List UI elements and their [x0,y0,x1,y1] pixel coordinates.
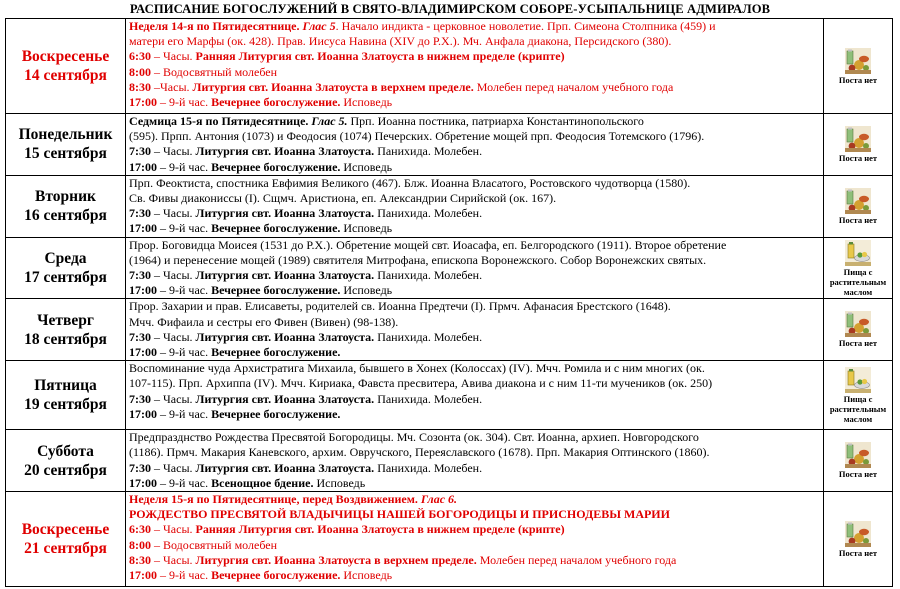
feast-line: Предпразднство Рождества Пресвятой Богородицы. Мч. Созонта (ок. 304). Свт. Иоанна, архиеп. Новгородского [129,430,699,445]
food-icon [845,188,871,214]
feast-line: 107-115). Прп. Архиппа (IV). Мчч. Кириака, Фавста пресвитера, Авива диакона и с ним 11-ти мучеников (ок. 250) [129,376,713,391]
oil-food-icon [845,367,871,393]
day-name: Среда [44,250,87,268]
service-line: 7:30 – Часы. Литургия свт. Иоанна Златоуста. Панихида. Молебен. [129,391,483,406]
fast-cell [824,237,893,299]
day-date: 18 сентября [24,330,107,348]
day-cell [6,299,126,361]
day-date: 20 сентября [24,461,107,479]
service-line: 17:00 – 9-й час. Всенощное бдение. Исповедь [129,475,366,490]
feast-line: Прп. Феоктиста, спостника Евфимия Великого (467). Блж. Иоанна Власатого, Ростовского чудотворца (1580). [129,175,691,190]
fast-cell [824,361,893,430]
food-icon [845,126,871,152]
service-line: 17:00 – 9-й час. Вечернее богослужение. Исповедь [129,221,393,236]
day-name: Суббота [37,442,94,460]
fast-label: Поста нет [838,74,878,85]
day-cell [6,492,126,587]
services-cell [126,19,824,114]
feast-line: Св. Фивы диакониссы (I). Сщмч. Аристиона, еп. Александрии Сирийской (ок. 167). [129,191,557,206]
oil-food-icon [845,240,871,266]
feast-line: Мчч. Фифаила и сестры его Фивен (Вивен) (98-138). [129,314,399,329]
day-date: 19 сентября [24,396,107,414]
services-cell [126,492,824,587]
fast-cell [824,492,893,587]
feast-line: Прор. Боговидца Моисея (1531 до Р.Х.). Обретение мощей свт. Иоасафа, еп. Белгородского (1911). Второе обретение [129,237,727,252]
fast-label: Поста нет [838,469,878,480]
fast-cell [824,430,893,492]
services-cell [126,114,824,176]
service-line: 7:30 – Часы. Литургия свт. Иоанна Златоуста. Панихида. Молебен. [129,268,483,283]
feast-line: (1186). Прмч. Макария Каневского, архим. Овручского, Переяславского (1678). Прп. Макария Оптинского (1860). [129,445,710,460]
day-name: Четверг [37,311,94,329]
day-name: Вторник [35,188,96,206]
day-cell [6,430,126,492]
schedule-row-wednesday [6,237,893,299]
schedule-row-monday [6,114,893,176]
service-line: 7:30 – Часы. Литургия свт. Иоанна Златоуста. Панихида. Молебен. [129,329,483,344]
feast-line: Неделя 14-я по Пятидесятнице. Глас 5. Начало индикта - церковное новолетие. Прп. Симеона Столпника (459) и [129,19,716,33]
page-title: РАСПИСАНИЕ БОГОСЛУЖЕНИЙ В СВЯТО-ВЛАДИМИРСКОМ СОБОРЕ-УСЫПАЛЬНИЦЕ АДМИРАЛОВ [129,2,771,16]
services-cell [126,237,824,299]
services-cell [126,361,824,430]
day-date: 16 сентября [24,207,107,225]
service-line: 8:30 –Часы. Литургия свт. Иоанна Златоуста в верхнем пределе. Молебен перед началом учебного года [129,79,674,94]
schedule-table [5,18,893,587]
service-line: 17:00 – 9-й час. Вечернее богослужение. Исповедь [129,95,393,110]
schedule-row-sunday-21 [6,492,893,587]
feast-line: (1964) и перенесение мощей (1989) святителя Митрофана, епископа Воронежского. Собор Воронежских святых. [129,252,707,267]
day-cell [6,237,126,299]
schedule-row-friday [6,361,893,430]
service-line: 17:00 – 9-й час. Вечернее богослужение. Исповедь [129,568,393,583]
day-date: 21 сентября [24,540,107,558]
service-line: 8:00 – Водосвятный молебен [129,64,278,79]
service-line: 17:00 – 9-й час. Вечернее богослужение. Исповедь [129,159,393,174]
day-date: 14 сентября [24,67,107,84]
day-cell [6,175,126,237]
feast-line: (595). Прпп. Антония (1073) и Феодосия (1074) Печерских. Обретение мощей прп. Феодосия Тотемского (1796). [129,129,705,144]
day-cell [6,114,126,176]
service-line: 8:30 – Часы. Литургия свт. Иоанна Златоуста в верхнем пределе. Молебен перед началом учебного года [129,552,677,567]
service-line: 17:00 – 9-й час. Вечернее богослужение. [129,345,341,360]
day-cell [6,19,126,114]
service-line: 6:30 – Часы. Ранняя Литургия свт. Иоанна Златоуста в нижнем пределе (крипте) [129,522,565,537]
feast-line: Седмица 15-я по Пятидесятнице. Глас 5. Прп. Иоанна постника, патриарха Константинопольского [129,114,644,128]
feast-line: Прор. Захарии и прав. Елисаветы, родителей св. Иоанна Предтечи (I). Прмч. Афанасия Брестского (1648). [129,299,671,314]
fast-label: Поста нет [838,152,878,163]
day-cell [6,361,126,430]
day-date: 15 сентября [24,145,107,163]
schedule-row-tuesday [6,175,893,237]
services-cell [126,430,824,492]
fast-label: Поста нет [838,547,878,558]
food-icon [845,311,871,337]
fast-cell [824,175,893,237]
feast-line: Неделя 15-я по Пятидесятнице, перед Воздвижением. Глас 6. [129,492,458,507]
food-icon [845,442,871,468]
services-cell [126,299,824,361]
feast-heading: РОЖДЕСТВО ПРЕСВЯТОЙ ВЛАДЫЧИЦЫ НАШЕЙ БОГОРОДИЦЫ И ПРИСНОДЕВЫ МАРИИ [129,507,670,522]
services-cell [126,175,824,237]
service-line: 17:00 – 9-й час. Вечернее богослужение. Исповедь [129,283,393,298]
fast-label: Поста нет [838,338,878,349]
fast-cell [824,299,893,361]
feast-line: матери его Марфы (ок. 428). Прав. Иисуса Навина (XIV до Р.Х.). Мч. Анфала диакона, Персидского (380). [129,34,672,49]
feast-line: Воспоминание чуда Архистратига Михаила, бывшего в Хонех (Колоссах) (IV). Мчч. Ромила и с ним многих (ок. [129,361,705,376]
day-name: Понедельник [18,126,113,144]
fast-cell [824,114,893,176]
service-line: 7:30 – Часы. Литургия свт. Иоанна Златоуста. Панихида. Молебен. [129,460,483,475]
fast-label: Поста нет [838,214,878,225]
service-line: 6:30 – Часы. Ранняя Литургия свт. Иоанна Златоуста в нижнем пределе (крипте) [129,49,565,64]
day-name: Воскресенье [21,521,110,539]
schedule-row-saturday [6,430,893,492]
service-line: 7:30 – Часы. Литургия свт. Иоанна Златоуста. Панихида. Молебен. [129,206,483,221]
schedule-row-sunday-14 [6,19,893,114]
food-icon [845,521,871,547]
day-name: Воскресенье [21,48,110,65]
fast-label: Пища с растительным маслом [829,266,887,297]
service-line: 8:00 – Водосвятный молебен [129,537,278,552]
service-line: 17:00 – 9-й час. Вечернее богослужение. [129,406,341,421]
fast-cell [824,19,893,114]
food-icon [845,48,871,74]
day-date: 17 сентября [24,269,107,287]
schedule-row-thursday [6,299,893,361]
service-line: 7:30 – Часы. Литургия свт. Иоанна Златоуста. Панихида. Молебен. [129,144,483,159]
fast-label: Пища с растительным маслом [829,393,887,424]
day-name: Пятница [34,377,97,395]
